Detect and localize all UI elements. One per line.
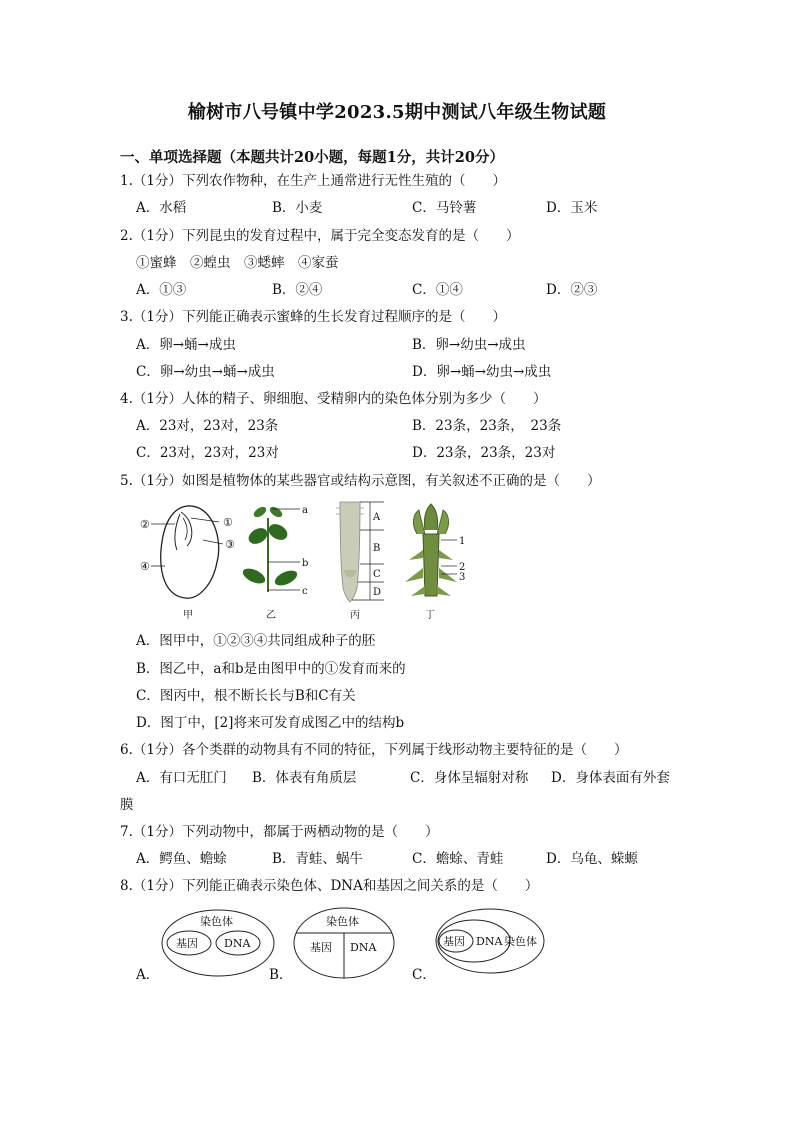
question-2-items: ①蜜蜂 ②蝗虫 ③蟋蟀 ④家蚕 [136,255,339,271]
caption-bing: 丙 [350,610,360,621]
question-1-option-d: D．玉米 [546,200,598,216]
root-label-c: C [373,569,381,580]
venn-b-gene: 基因 [310,941,332,954]
section-heading: 一、单项选择题（本题共计20小题，每题1分，共计20分） [120,149,504,166]
question-7-option-a: A．鳄鱼、蟾蜍 [136,851,227,867]
venn-diagram-c [436,905,556,980]
venn-diagram-b [292,905,402,985]
question-4-stem: 4.（1分）人体的精子、卵细胞、受精卵内的染色体分别为多少（ ） [120,391,547,407]
caption-ding: 丁 [425,610,435,621]
plant-label-a: a [302,505,308,516]
question-7-option-d: D．乌龟、蝾螈 [546,851,638,867]
root-label-b: B [373,543,381,554]
question-4-option-a: A．23对，23对，23条 [136,418,279,434]
question-8-stem: 8.（1分）下列能正确表示染色体、DNA和基因之间关系的是（ ） [120,878,539,894]
question-7-option-b: B．青蛙、蜗牛 [272,851,363,867]
question-3-option-b: B．卵→幼虫→成虫 [412,337,526,353]
question-2-option-b: B．②④ [272,282,323,298]
question-7-option-c: C．蟾蜍、青蛙 [412,851,504,867]
caption-yi: 乙 [266,610,276,621]
venn-b-dna: DNA [350,941,377,954]
question-6-option-a: A．有口无肛门 [136,770,227,786]
question-8-option-c: C． [412,967,436,983]
question-4-option-b: B．23条，23条， 23条 [412,418,562,434]
question-2-option-c: C．①④ [412,282,463,298]
root-label-a: A [373,512,381,523]
question-1-option-b: B．小麦 [272,200,323,216]
question-5-option-b: B．图乙中，a和b是由图甲中的①发育而来的 [136,661,406,677]
bud-label-2: 2 [459,562,466,573]
venn-a-chrom: 染色体 [200,915,233,928]
root-tip-figure [330,500,390,625]
question-3-option-d: D．卵→蛹→幼虫→成虫 [412,364,552,380]
question-1-option-a: A．水稻 [136,200,187,216]
caption-jia: 甲 [183,610,193,621]
bud-figure [395,500,475,625]
question-2-stem: 2.（1分）下列昆虫的发育过程中，属于完全变态发育的是（ ） [120,228,520,244]
venn-c-gene: 基因 [443,935,465,948]
bud-label-1: 1 [459,536,466,547]
root-label-d: D [373,587,382,598]
venn-diagram-a [160,905,280,985]
question-6-option-c: C．身体呈辐射对称 [410,770,529,786]
question-8-option-a: A． [136,967,160,983]
venn-b-chrom: 染色体 [326,915,359,928]
plant-label-b: b [302,558,309,569]
question-3-option-c: C．卵→幼虫→蛹→成虫 [136,364,275,380]
bud-label-3: 3 [459,572,466,583]
seed-label-2: ② [140,518,150,531]
seed-label-4: ④ [140,560,150,573]
venn-a-dna: DNA [224,937,251,950]
question-6-option-d-continued: 膜 [120,797,134,813]
seed-figure [135,500,245,625]
question-1-option-c: C．马铃薯 [412,200,477,216]
question-5-option-a: A．图甲中，①②③④共同组成种子的胚 [136,633,376,649]
question-2-option-a: A．①③ [136,282,187,298]
question-6-stem: 6.（1分）各个类群的动物具有不同的特征，下列属于线形动物主要特征的是（ ） [120,742,628,758]
question-5-option-c: C．图丙中，根不断长长与B和C有关 [136,688,356,704]
plant-figure [240,500,320,625]
question-7-stem: 7.（1分）下列动物中，都属于两栖动物的是（ ） [120,824,439,840]
seed-label-1: ① [223,516,233,529]
question-5-option-d: D．图丁中，[2]将来可发育成图乙中的结构b [136,715,405,731]
question-1-stem: 1.（1分）下列农作物种，在生产上通常进行无性生殖的（ ） [120,173,506,189]
question-8-option-b: B． [269,967,293,983]
venn-a-gene: 基因 [176,937,198,950]
venn-c-dna: DNA [476,935,503,948]
page-title: 榆树市八号镇中学2023.5期中测试八年级生物试题 [187,102,607,123]
question-6-option-b: B．体表有角质层 [252,770,357,786]
question-5-stem: 5.（1分）如图是植物体的某些器官或结构示意图，有关叙述不正确的是（ ） [120,473,601,489]
venn-c-chrom: 染色体 [504,935,537,948]
seed-label-3: ③ [225,538,235,551]
question-4-option-d: D．23条，23条，23对 [412,445,556,461]
question-3-stem: 3.（1分）下列能正确表示蜜蜂的生长发育过程顺序的是（ ） [120,309,506,325]
plant-label-c: c [302,586,308,597]
question-4-option-c: C．23对，23对，23对 [136,445,279,461]
question-3-option-a: A．卵→蛹→成虫 [136,337,236,353]
question-2-option-d: D．②③ [546,282,598,298]
question-6-option-d: D．身体表面有外套 [551,770,670,786]
